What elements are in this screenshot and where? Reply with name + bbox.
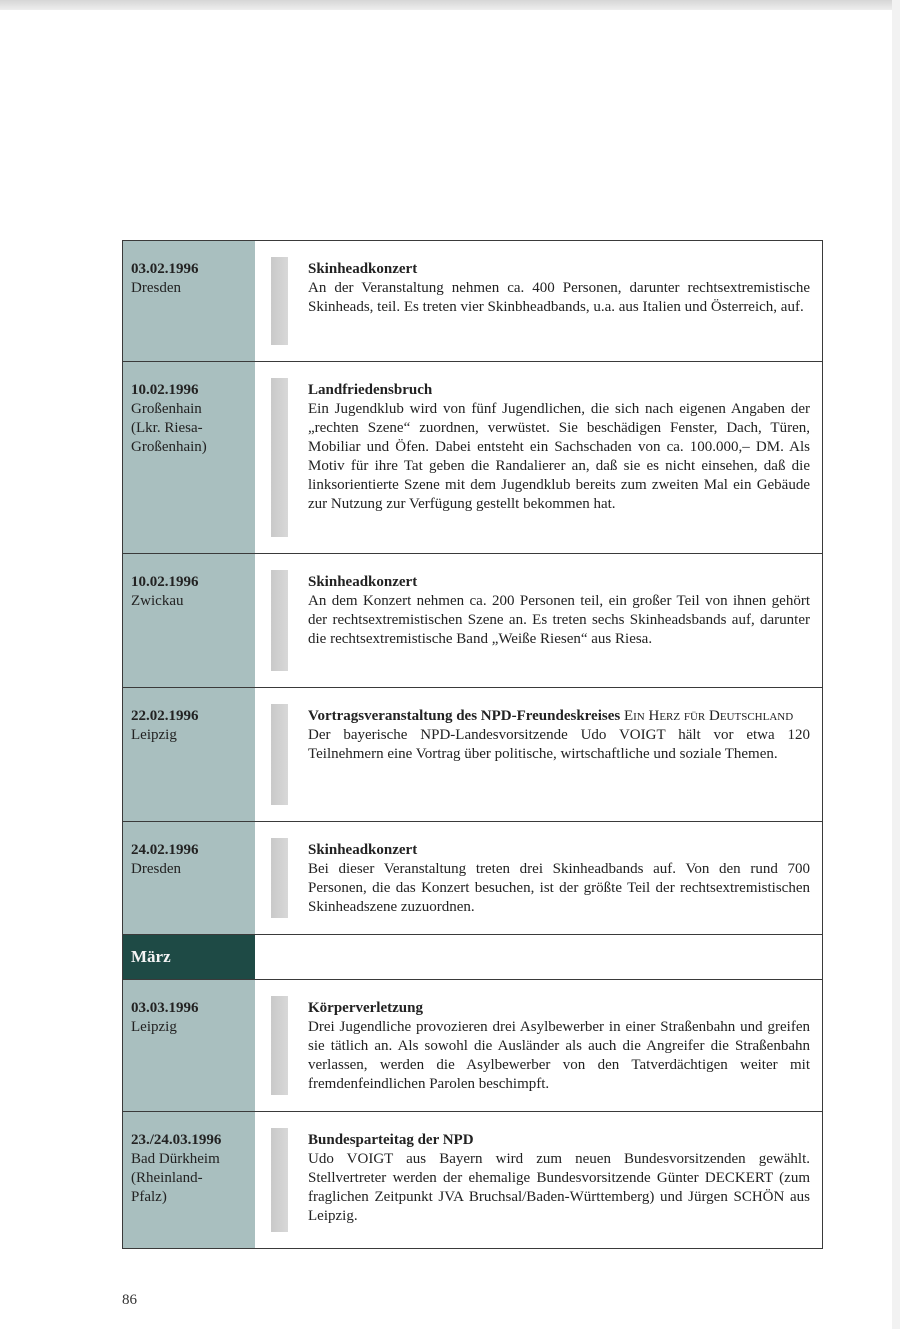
date-cell xyxy=(123,241,255,361)
scan-top-edge xyxy=(0,0,892,10)
entry-heading: Skinheadkonzert xyxy=(308,261,418,277)
chronicle-table xyxy=(122,240,823,1249)
page-number: 86 xyxy=(122,1292,137,1308)
scan-right-edge xyxy=(892,0,900,1329)
entry-content xyxy=(308,381,810,514)
entry-heading xyxy=(308,707,810,726)
date-cell xyxy=(123,362,255,553)
entry-content xyxy=(308,999,810,1094)
entry-date: 22.02.1996 xyxy=(131,708,199,724)
chronicle-row xyxy=(123,362,822,554)
entry-text: Ein Jugendklub wird von fünf Jugendlichen, die sich nach eigenen Angaben der „rechten Szene“ zuordnen, verwüstet. Sie beschädigen Fenster, Dach, Türen, Mobiliar und Öfen. Dabei entsteht ein Sachschaden von ca. 100.000,– DM. Als Motiv für ihre Tat geben die Randalierer an, daß sie es nicht einsehen, daß die linksorientierte Szene mit dem Jugendklub bereits zum zweiten Mal ein Gebäude zur Nutzung zur Verfügung gestellt bekommen hat. xyxy=(308,401,810,512)
entry-date: 23./24.03.1996 xyxy=(131,1132,222,1148)
entry-heading: Körperverletzung xyxy=(308,1000,423,1016)
entry-date: 10.02.1996 xyxy=(131,382,199,398)
entry-content xyxy=(308,707,810,764)
entry-text: Bei dieser Veranstaltung treten drei Skinheadbands auf. Von den rund 700 Personen, die das Konzert besuchen, ist der größte Teil der rechtsextremistischen Skinheadszene zuzuordnen. xyxy=(308,861,810,915)
chronicle-row xyxy=(123,1112,822,1248)
entry-marker-bar xyxy=(271,996,288,1095)
date-cell xyxy=(123,980,255,1111)
date-cell xyxy=(123,688,255,821)
entry-place: Leipzig xyxy=(131,1019,177,1035)
entry-marker-bar xyxy=(271,570,288,671)
entry-place: Dresden xyxy=(131,861,181,877)
date-cell xyxy=(123,822,255,934)
month-header-row xyxy=(123,935,822,980)
entry-text: An der Veranstaltung nehmen ca. 400 Personen, darunter rechtsextremistische Skinheads, teil. Es treten vier Skinbheadbands, u.a. aus Italien und Österreich, auf. xyxy=(308,280,810,315)
entry-text: Drei Jugendliche provozieren drei Asylbewerber in einer Straßenbahn und greifen sie tätlich an. Als sowohl die Ausländer als auch die Angreifer die Straßenbahn verlassen, werden die Asylbewerber von den Tatverdächtigen weiter mit fremdenfeindlichen Parolen beschimpft. xyxy=(308,1019,810,1092)
entry-date: 03.02.1996 xyxy=(131,261,199,277)
date-cell xyxy=(123,554,255,687)
entry-heading-main: Vortragsveranstaltung des NPD-Freundeskreises xyxy=(308,708,621,724)
entry-heading: Bundesparteitag der NPD xyxy=(308,1132,474,1148)
entry-marker-bar xyxy=(271,257,288,345)
entry-heading-smallcaps: Ein Herz für Deutschland xyxy=(623,708,794,724)
entry-content xyxy=(308,260,810,317)
entry-marker-bar xyxy=(271,838,288,918)
chronicle-row xyxy=(123,241,822,362)
entry-text: An dem Konzert nehmen ca. 200 Personen teil, ein großer Teil von ihnen gehört der rechtsextremistischen Szene an. Es treten sechs Skinheadsbands auf, darunter die rechtsextremistische Band „Weiße Riesen“ aus Riesa. xyxy=(308,593,810,647)
entry-place: Zwickau xyxy=(131,593,184,609)
entry-heading: Landfriedensbruch xyxy=(308,382,433,398)
entry-marker-bar xyxy=(271,378,288,537)
entry-place: Bad Dürkheim (Rheinland- Pfalz) xyxy=(131,1151,220,1205)
entry-date: 24.02.1996 xyxy=(131,842,199,858)
entry-text: Der bayerische NPD-Landesvorsitzende Udo VOIGT hält vor etwa 120 Teilnehmern eine Vortrag über politische, wirtschaftliche und soziale Themen. xyxy=(308,727,810,762)
entry-place: Leipzig xyxy=(131,727,177,743)
entry-date: 10.02.1996 xyxy=(131,574,199,590)
entry-date: 03.03.1996 xyxy=(131,1000,199,1016)
entry-heading: Skinheadkonzert xyxy=(308,842,418,858)
chronicle-row xyxy=(123,554,822,688)
entry-marker-bar xyxy=(271,1128,288,1232)
month-label: März xyxy=(123,935,255,979)
entry-heading: Skinheadkonzert xyxy=(308,574,418,590)
chronicle-row xyxy=(123,822,822,935)
chronicle-row xyxy=(123,688,822,822)
entry-text: Udo VOIGT aus Bayern wird zum neuen Bundesvorsitzenden gewählt. Stellvertreter werden der ehemalige Bundesvorsitzende Günter DECKERT (zum fraglichen Zeitpunkt JVA Bruchsal/Baden-Württemberg) und Jürgen SCHÖN aus Leipzig. xyxy=(308,1151,810,1224)
chronicle-row xyxy=(123,980,822,1112)
entry-content xyxy=(308,573,810,649)
entry-marker-bar xyxy=(271,704,288,805)
entry-place: Großenhain (Lkr. Riesa- Großenhain) xyxy=(131,401,207,455)
entry-content xyxy=(308,1131,810,1226)
date-cell xyxy=(123,1112,255,1248)
entry-content xyxy=(308,841,810,917)
entry-place: Dresden xyxy=(131,280,181,296)
